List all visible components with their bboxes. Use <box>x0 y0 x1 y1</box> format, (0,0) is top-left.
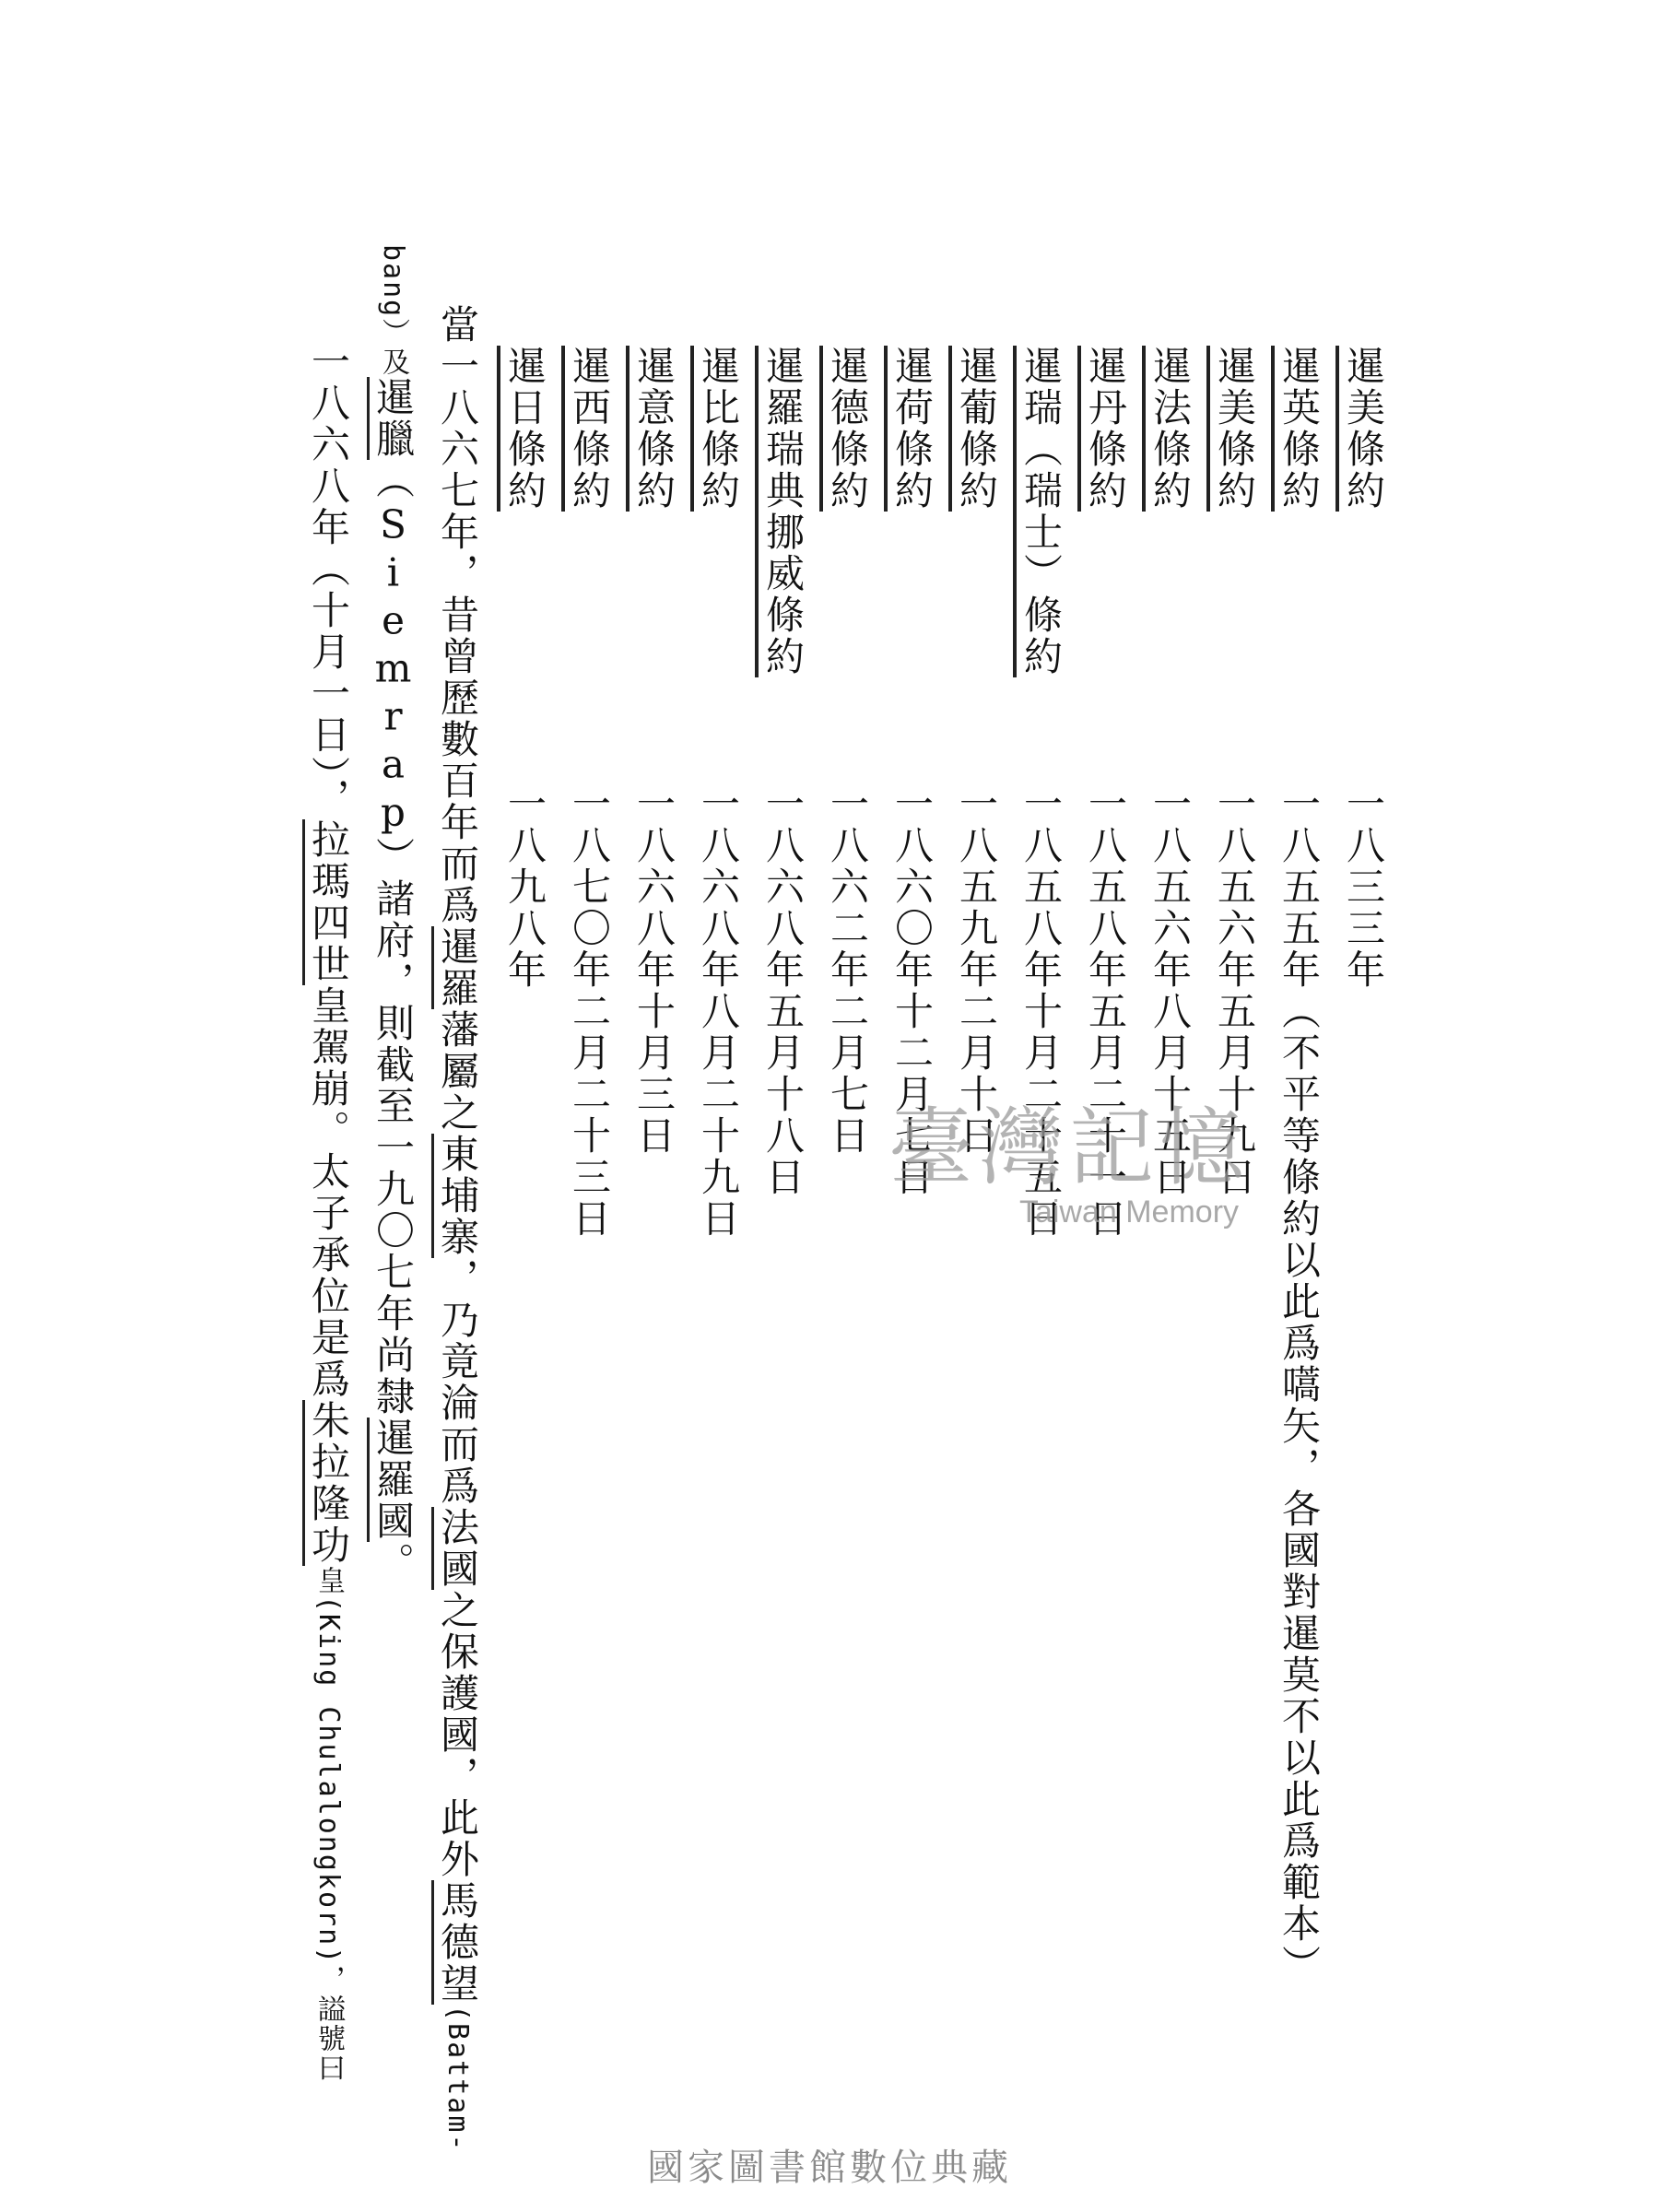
text-run: 。 <box>371 1542 416 1584</box>
taiwan-memory-watermark <box>830 1099 1309 1230</box>
text-run: 皇駕崩。太子承位是爲 <box>306 985 351 1400</box>
treaty-name <box>760 346 806 677</box>
treaty-name <box>502 346 547 512</box>
text-run: 一八六八年（十月一日）， <box>306 341 351 819</box>
place-name: 暹羅國 <box>367 1418 416 1542</box>
latin-text: (Battam- <box>441 2005 474 2153</box>
treaty-name-text: 暹丹條約 <box>1077 346 1128 512</box>
treaty-date: 一八五六年八月十五日 <box>1147 783 1193 1198</box>
treaty-name-text: 暹日條約 <box>497 346 547 512</box>
place-name: 馬德望 <box>431 1880 480 2005</box>
person-name: 朱拉隆功 <box>302 1400 351 1566</box>
treaty-name-text: 暹荷條約 <box>884 346 935 512</box>
watermark-english: Taiwan Memory <box>1018 1194 1240 1230</box>
treaty-date: 一八六八年十月三日 <box>631 783 677 1157</box>
treaty-name <box>1018 346 1064 677</box>
treaty-name-text: 暹美條約 <box>1335 346 1386 512</box>
treaty-name <box>889 346 935 512</box>
treaty-name <box>1277 346 1322 512</box>
treaty-date: 一八九八年 <box>502 783 547 991</box>
place-name: 東埔寨 <box>431 1134 480 1258</box>
treaty-name <box>825 346 870 512</box>
place-name: 暹羅 <box>431 926 480 1009</box>
text-run: 當一八六七年，昔曾歷數百年而爲 <box>435 304 480 926</box>
person-name: 拉瑪四世 <box>302 819 351 985</box>
paragraph-line-2 <box>371 244 416 1584</box>
treaty-date: 一八六八年五月十八日 <box>760 783 806 1198</box>
treaty-name-text: 暹法條約 <box>1142 346 1193 512</box>
treaty-date: 一八七〇年二月二十三日 <box>567 783 612 1240</box>
treaty-name-text: 暹英條約 <box>1271 346 1322 512</box>
treaty-name-text: 暹羅瑞典挪威條約 <box>755 346 806 677</box>
place-name: 暹臘 <box>367 377 416 460</box>
paragraph-line-3 <box>306 341 351 2084</box>
treaty-name <box>696 346 741 512</box>
treaty-name <box>1341 346 1386 512</box>
text-run: （Siemrap）諸府，則截至一九〇七年尚隸 <box>371 460 416 1418</box>
treaty-date: 一八六〇年十二月七日 <box>889 783 935 1198</box>
treaty-name <box>567 346 612 512</box>
treaty-name-text: 暹西條約 <box>561 346 612 512</box>
paragraph-line-1 <box>435 304 480 2153</box>
treaty-date: 一八五八年十月二十五日 <box>1018 783 1064 1240</box>
treaty-name <box>1212 346 1257 512</box>
treaty-name-text: 暹瑞（瑞士）條約 <box>1013 346 1064 677</box>
treaty-date: 一八三三年 <box>1341 783 1386 991</box>
place-name: 法國 <box>431 1507 480 1590</box>
treaty-name-text: 暹德條約 <box>819 346 870 512</box>
treaty-name <box>954 346 999 512</box>
treaty-date: 一八五六年五月十九日 <box>1212 783 1257 1198</box>
treaty-name-text: 暹葡條約 <box>948 346 999 512</box>
treaty-name-text: 暹意條約 <box>626 346 677 512</box>
treaty-date: 一八六八年八月二十九日 <box>696 783 741 1240</box>
library-footer: 國家圖書館數位典藏 <box>647 2147 1012 2189</box>
text-run: 藩屬之 <box>435 1009 480 1134</box>
treaty-name <box>1083 346 1128 512</box>
treaty-date: 一八六二年二月七日 <box>825 783 870 1157</box>
treaty-date: 一八五八年五月二十一日 <box>1083 783 1128 1240</box>
treaty-name <box>631 346 677 512</box>
text-run: ，乃竟淪而爲 <box>435 1258 480 1507</box>
treaty-date: 一八五九年二月十日 <box>954 783 999 1157</box>
watermark-chinese: 臺灣記憶 <box>888 1099 1250 1197</box>
treaty-date: 一八五五年（不平等條約以此爲嚆矢，各國對暹莫不以此爲範本） <box>1277 783 1322 1986</box>
latin-text: bang）及 <box>377 244 409 378</box>
treaty-name <box>1147 346 1193 512</box>
treaty-name-text: 暹比條約 <box>690 346 741 512</box>
text-run: 之保護國，此外 <box>435 1590 480 1880</box>
latin-text: 皇(King Chulalongkorn)，謚號曰 <box>312 1566 345 2084</box>
treaty-name-text: 暹美條約 <box>1206 346 1257 512</box>
